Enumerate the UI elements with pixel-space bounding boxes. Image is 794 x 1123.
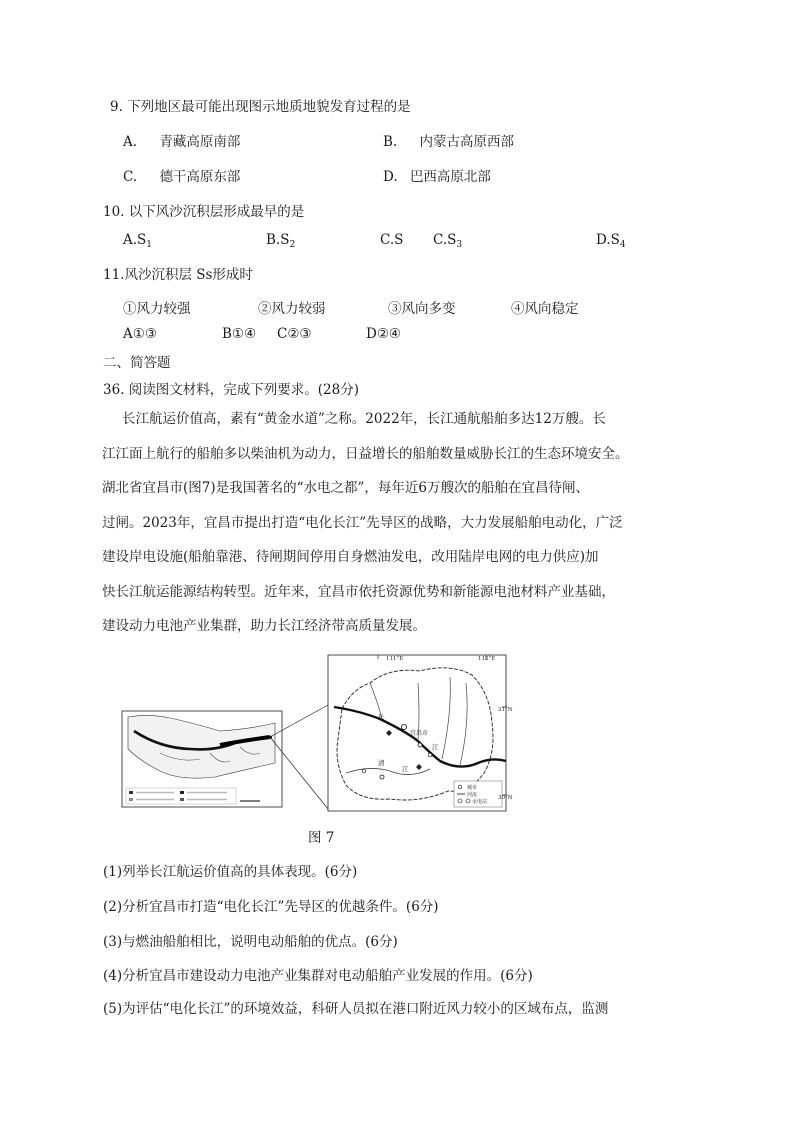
lat-label-31: 31°N [498,707,513,713]
option-sub: 2 [289,240,296,250]
option-sub: 3 [456,240,463,250]
q11-option-c[interactable]: C②③ [277,326,312,342]
river-label-jiang: 江 [432,743,439,751]
option-letter: A. [123,134,138,150]
q9-option-c[interactable] [123,165,240,185]
lat-label-30: 30°N [498,795,513,801]
q36-sub-2: (2)分析宜昌市打造“电化长江”先导区的优越条件。(6分) [103,899,439,915]
option-letter: D. [383,169,398,185]
q11-option-a[interactable]: A①③ [123,326,157,342]
option-text: 德干高原东部 [159,169,241,185]
river-label-jiang2: 江 [402,765,409,773]
q36-sub-5: (5)为评估“电化长江”的环境效益，科研人员拟在港口附近风力较小的区域布点，监测 [103,1001,609,1017]
section-title: 二、简答题 [103,355,171,371]
legend-river-label: 河流 [467,792,478,798]
material-line: 快长江航运能源结构转型。近年来，宜昌市依托资源优势和新能源电池材料产业基础， [102,583,615,600]
q11-statement-4: ④风向稳定 [511,301,579,317]
q11-statement-2: ②风力较弱 [258,301,326,317]
river-label-chang: 长 [378,713,385,721]
material-line: 江江面上航行的船舶多以柴油机为动力，日益增长的船舶数量威胁长江的生态环境安全。 [102,445,629,462]
q10-option-c1[interactable] [380,232,403,248]
q10-stem: 10. 以下风沙沉积层形成最早的是 [103,204,305,220]
q10-option-d[interactable] [596,232,626,250]
q36-sub-4: (4)分析宜昌市建设动力电池产业集群对电动船舶产业发展的作用。(6分) [103,968,533,984]
q11-stem: 11.风沙沉积层 Ss形成时 [103,267,253,283]
q36-sub-1: (1)列举长江航运价值高的具体表现。(6分) [103,864,358,880]
option-label: C.S [380,232,404,248]
figure-7 [120,653,513,813]
option-text: 巴西高原北部 [409,169,491,185]
river-label-qing: 清 [378,759,385,767]
option-sub: 4 [619,240,626,250]
q11-statement-3: ③风向多变 [388,301,456,317]
q9-option-d[interactable] [383,165,491,185]
option-label: B.S [266,232,290,248]
q11-statement-1: ①风力较强 [123,301,191,317]
city-label-yichang: 宜昌市 [410,730,429,737]
yangtze-map-figure [120,653,513,813]
option-label: C.S [433,232,457,248]
q10-option-a[interactable] [123,232,152,250]
material-line: 建设岸电设施(船舶靠港、待闸期间停用自身燃油发电，改用陆岸电网的电力供应)加 [102,549,599,565]
legend-dam-label: 水电站 [472,799,488,805]
q10-option-b[interactable] [266,232,295,250]
option-letter: C. [123,169,138,185]
q10-option-c2[interactable] [433,232,462,250]
q9-option-a[interactable] [123,130,240,150]
material-line: 湖北省宜昌市(图7)是我国著名的“水电之都”，每年近6万艘次的船舶在宜昌待闸、 [102,480,590,496]
material-line: 过闸。2023年，宜昌市提出打造“电化长江”先导区的战略，大力发展船舶电动化，广泛 [102,514,623,531]
q9-option-b[interactable] [383,130,514,150]
figure-caption: 图 7 [308,830,335,846]
q36-sub-3: (3)与燃油船舶相比，说明电动船舶的优点。(6分) [103,934,398,950]
q11-option-b[interactable]: B①④ [222,326,257,342]
option-text: 青藏高原南部 [159,134,241,150]
material-line: 建设动力电池产业集群，助力长江经济带高质量发展。 [102,618,426,634]
option-letter: B. [383,134,398,150]
option-label: D.S [596,232,620,248]
option-sub: 1 [146,240,153,250]
lon-label-111: 111°E [386,656,404,662]
legend-city-label: 城市 [467,785,478,791]
material-line: 长江航运价值高，素有“黄金水道”之称。2022年，长江通航船舶多达12万艘。长 [122,411,606,427]
q36-material [102,402,642,644]
lon-label-112: 112°E [478,656,496,662]
q9-stem: 9. 下列地区最可能出现图示地质地貌发育过程的是 [110,99,411,115]
yichang-city-marker [401,724,406,729]
option-text: 内蒙古高原西部 [419,134,515,150]
q11-option-d[interactable]: D②④ [366,326,402,342]
option-label: A.S [123,232,147,248]
overview-legend [126,788,236,804]
q36-stem: 36. 阅读图文材料，完成下列要求。(28分) [103,382,359,398]
